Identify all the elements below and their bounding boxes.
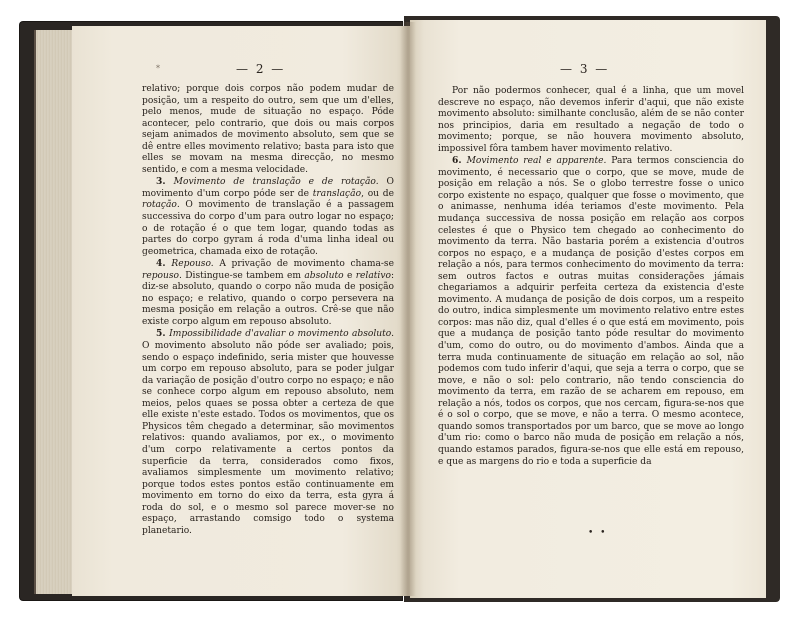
- italic-text: relativo: [355, 270, 391, 281]
- text-run: O movimento d'um corpo póde ser de: [142, 177, 394, 199]
- text-run: : diz-se absoluto, quando o corpo não muda de posição no espaço; e relativo, quando o corpo persevera na mesma posição em relação a outros. Crê-se que não existe corpo algum em repouso absoluto.: [142, 270, 395, 327]
- left-page: [72, 26, 410, 596]
- corner-mark: *: [156, 64, 160, 73]
- section-number: 3.: [156, 176, 174, 188]
- text-run: , ou de: [361, 188, 394, 199]
- paragraph: [142, 84, 394, 176]
- text-run: Por não podermos conhecer, qual é a linha, que um movel descreve no espaço, não devemos inferir d'aqui, que não existe movimento absoluto: similhante conclusão, além de se não conter nos principios, daria em resultado a negação de todo o movimento; porque, se não houvera movimento absoluto, impossivel fôra tambem haver movimento relativo.: [438, 86, 744, 154]
- page-text: [142, 84, 394, 537]
- italic-text: translação: [312, 188, 362, 199]
- italic-text: Movimento de translação e de rotação.: [173, 177, 379, 188]
- paragraph: [142, 258, 394, 328]
- page-text: [438, 86, 744, 468]
- section-number: 4.: [156, 258, 172, 270]
- footer-mark: • •: [588, 528, 608, 538]
- text-run: Para termos consciencia do movimento, é necessario que o corpo, que se move, mude de posição em relação a nós. Se o globo terrestre fosse o unico corpo existente no espaço, qualquer que fosse o movimento, que o animasse, nenhuma idéa teriamos d'este movimento. Pela mudança successiva de nossa posição em relação aos corpos celestes é que o Physico tem chegado ao conhecimento do movimento da terra. Não bastaria porém a existencia d'outros corpos no espaço, e a mudança de posição d'estes corpos em relação a nós, para termos conhecimento do movimento da terra: sem outros factos e outras muitas considerações jámais chegariamos a adquirir perfeita certeza da existencia d'este movimento. A mudança de posição de dois corpos, um a respeito do outro, indica simplesmente um movimento relativo entre estes corpos: mas não diz, qual d'elles é o que está em movimento, pois que a mudança de posição tanto póde resultar do movimento d'um, como do outro, ou do movimento d'ambos. Ainda que a terra muda continuamente de situação em relação ao sol, não podemos com tudo inferir d'aqui, que seja a terra o corpo, que se move, e não o sol: pelo contrario, não tendo consciencia do movimento da terra, em razão de se acharem em repouso, em relação a nós, todos os corpos, que nos cercam, figura-se-nos que é o sol o corpo, que se move, e não a terra. O mesmo acontece, quando somos transportados por um barco, que se move ao longo d'um rio: como o barco não muda de posição em relação a nós, quando estamos parados, figura-se-nos que elle está em repouso, e que as margens do rio e toda a superficie da: [438, 156, 744, 467]
- right-page: [410, 20, 766, 598]
- text-run: relativo; porque dois corpos não podem mudar de posição, um a respeito do outro, sem que um d'elles, pelo menos, mude de situação no espaço. Póde acontecer, pelo contrario, que dois ou mais corpos sejam animados de movimento absoluto, sem que se dê entre elles movimento relativo; basta para isto que elles se movam na mesma direcção, no mesmo sentido, e com a mesma velocidade.: [142, 84, 394, 175]
- italic-text: Repouso.: [171, 259, 214, 270]
- paragraph: [438, 155, 744, 468]
- italic-text: repouso: [142, 270, 180, 281]
- section-number: 6.: [452, 155, 467, 167]
- page-number: — 3 —: [560, 62, 610, 76]
- text-run: O movimento absoluto não póde ser avaliado; pois, sendo o espaço indefinido, seria mister que houvesse um corpo em repouso absoluto, para se poder julgar da variação de posição d'outro corpo no espaço; e não se conhece corpo algum em repouso absoluto, nem meios, pelos quaes se possa obter a certeza de que elle existe n'este estado. Todos os movimentos, que os Physicos têm chegado a determinar, são movimentos relativos: quando avaliamos, por ex., o movimento d'um corpo relativamente a certos pontos da superficie da terra, considerados como fixos, avaliamos simplesmente um movimento relativo; porque todos estes pontos estão continuamente em movimento em torno do eixo da terra, esta gyra á roda do sol, e o mesmo sol parece mover-se no espaço, arrastando comsigo todo o systema planetario.: [142, 341, 394, 536]
- text-run: . Distingue-se tambem em: [179, 270, 305, 281]
- text-run: e: [343, 270, 356, 281]
- italic-text: Movimento real e apparente.: [466, 156, 607, 167]
- page-number: — 2 —: [236, 62, 286, 76]
- paragraph: [142, 328, 394, 537]
- section-number: 5.: [156, 328, 170, 340]
- italic-text: absoluto: [304, 270, 344, 281]
- paragraph: [142, 176, 394, 258]
- book-gutter: [400, 22, 416, 596]
- text-run: . O movimento de translação é a passagem successiva do corpo d'um para outro logar no espaço; o de rotação é o que tem logar, quando todas as partes do corpo gyram á roda d'uma linha ideal ou geometrica, chamada eixo de rotação.: [142, 200, 394, 257]
- italic-text: Impossibilidade d'avaliar o movimento absoluto.: [169, 329, 394, 340]
- page-edges: [34, 30, 76, 594]
- text-run: A privação de movimento chama-se: [213, 259, 394, 270]
- italic-text: rotação: [142, 200, 177, 211]
- paragraph: [438, 86, 744, 155]
